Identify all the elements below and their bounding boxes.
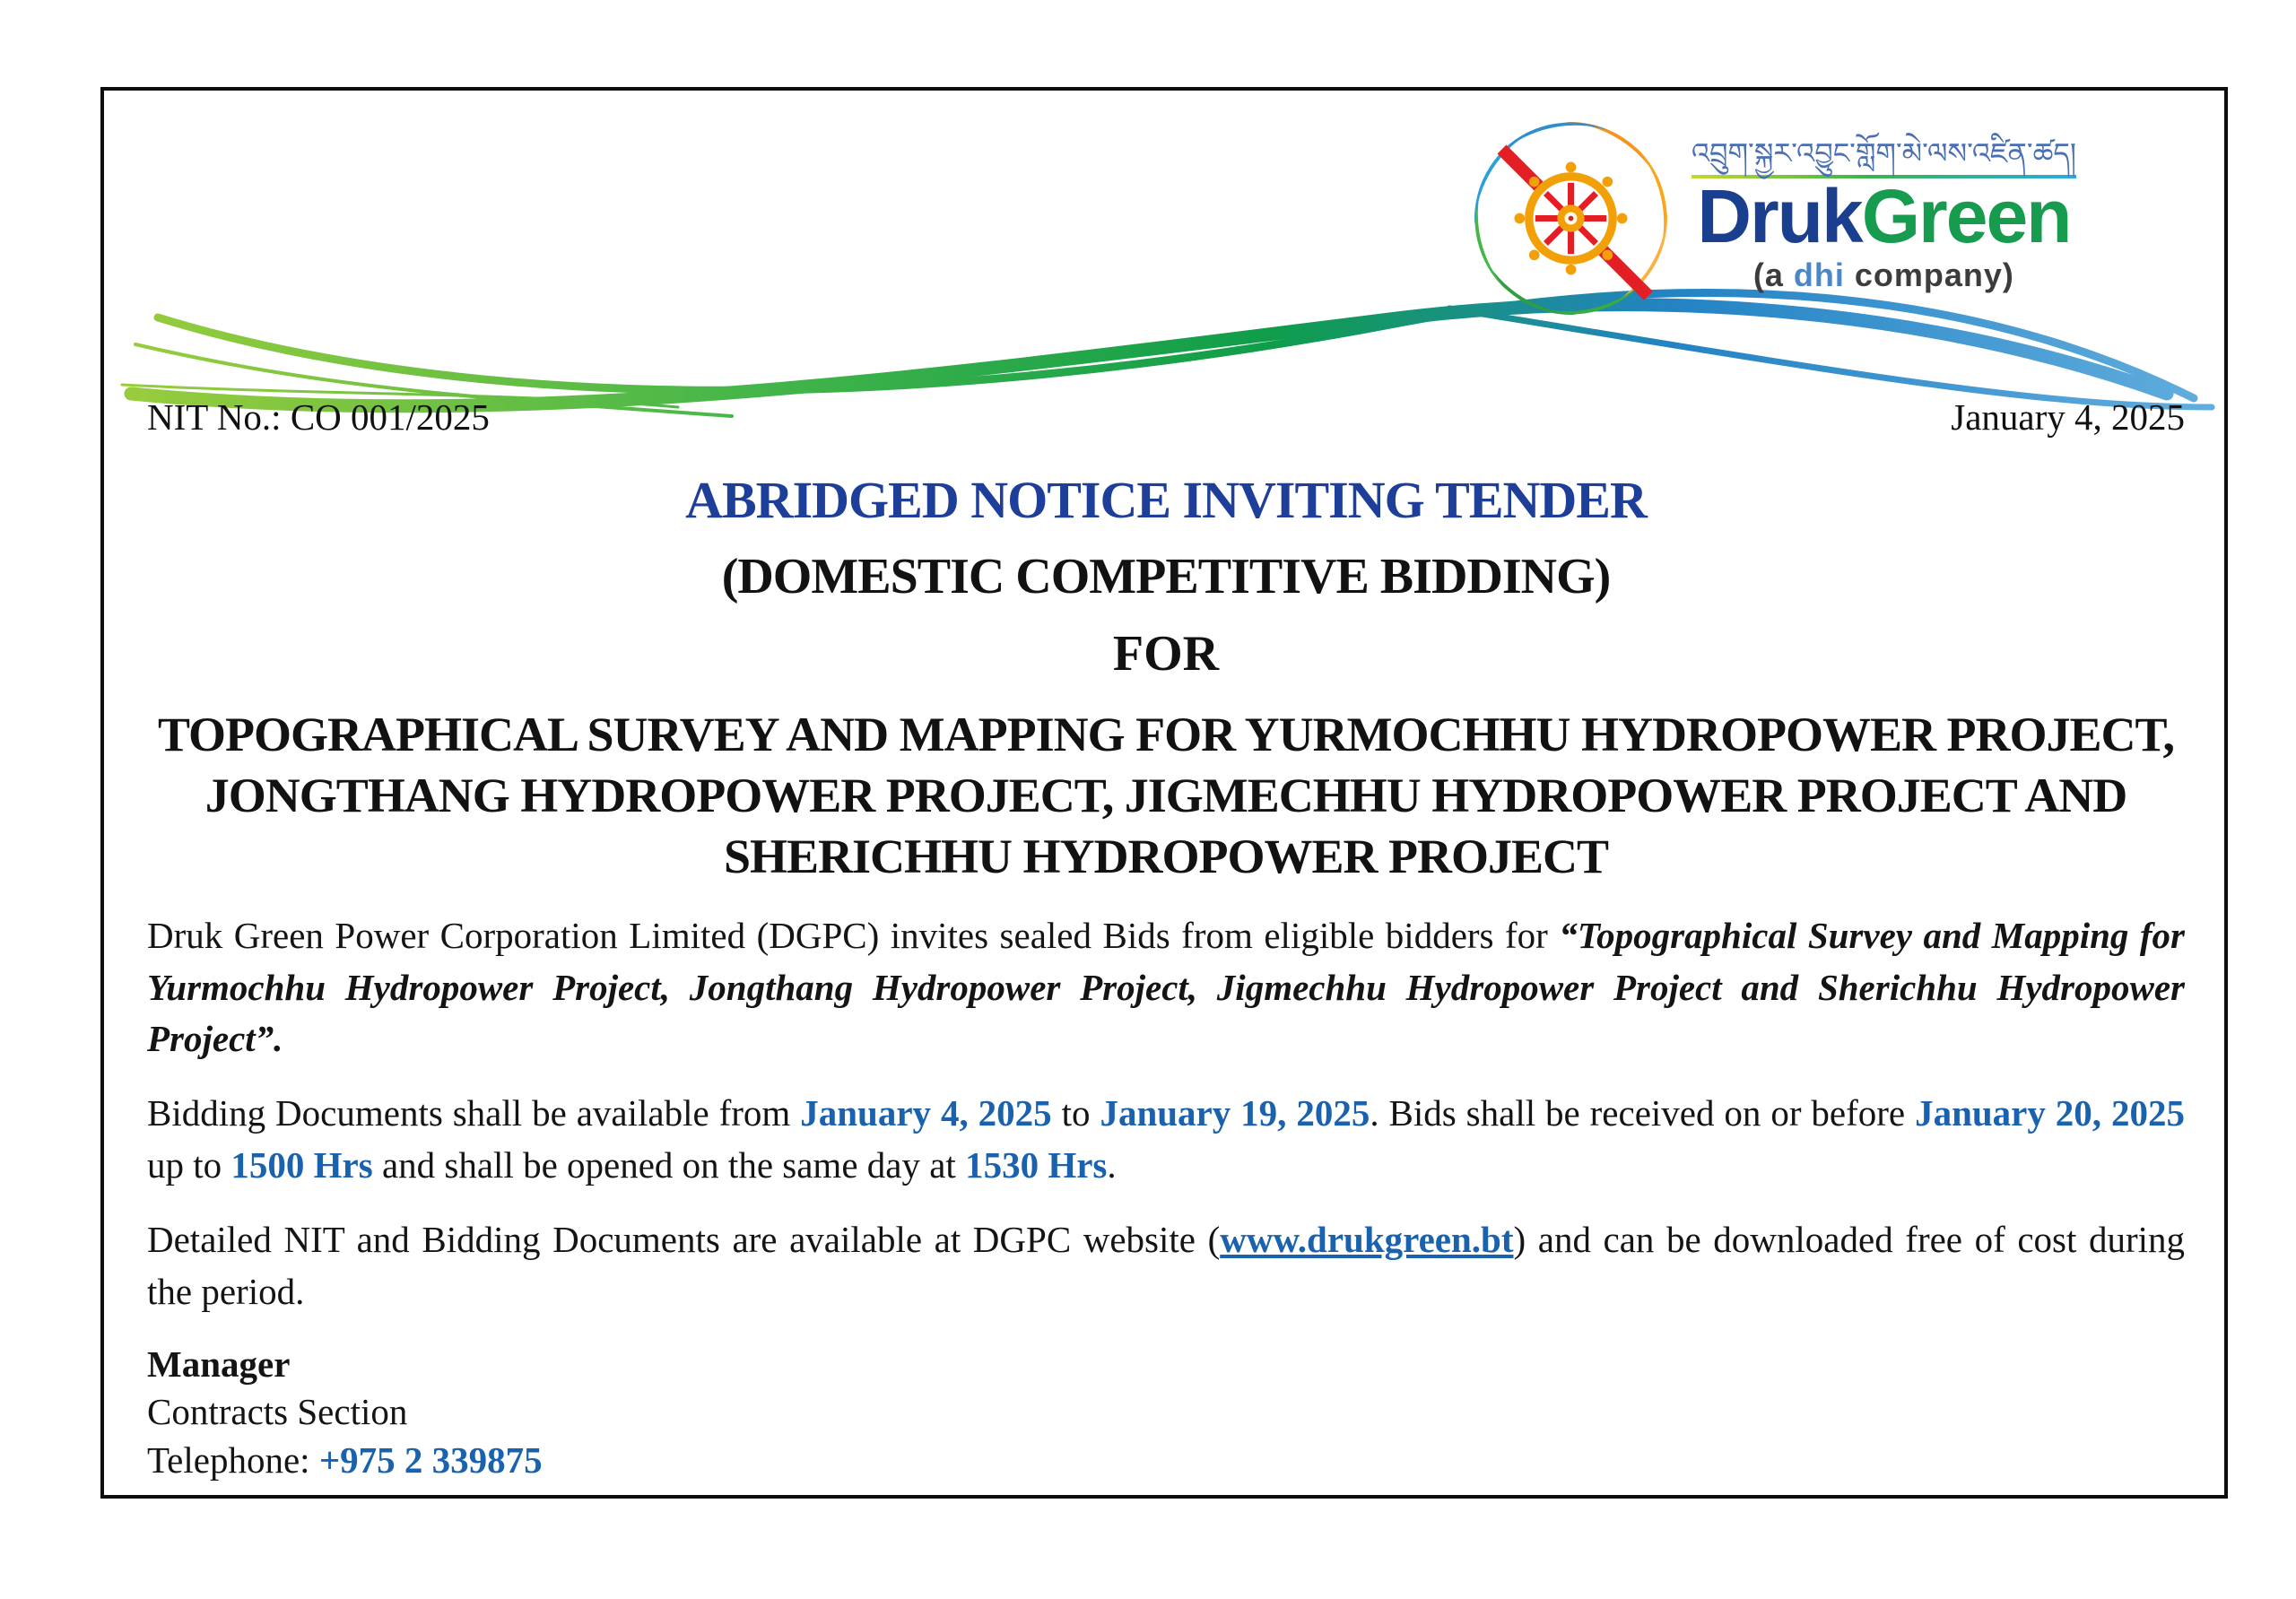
bid-available-from-date: January 4, 2025 (800, 1092, 1052, 1134)
website-link[interactable]: www.drukgreen.bt (1220, 1219, 1514, 1261)
nit-date-row (147, 395, 2185, 439)
brand-wordmark (1697, 173, 2071, 258)
notice-title: ABRIDGED NOTICE INVITING TENDER (685, 471, 1647, 530)
for-label: FOR (1112, 626, 1220, 682)
telephone-line (147, 1437, 2185, 1484)
schedule-text-1: Bidding Documents shall be available from (147, 1092, 801, 1134)
notice-content (147, 395, 2185, 1484)
drukgreen-logo (1461, 101, 2076, 333)
logo-text-block (1692, 101, 2076, 294)
signature-section: Contracts Section (147, 1391, 408, 1433)
bid-available-to-date: January 19, 2025 (1100, 1092, 1370, 1134)
documents-paragraph (147, 1214, 2185, 1317)
dzongkha-title: འབྲུག་སྐྱར་འབྱུང་གློག་མེ་ལས་འཛིན་ཚད། (1691, 136, 2076, 170)
brand-tagline (1753, 256, 2014, 294)
bid-opening-time: 1530 Hrs (965, 1143, 1108, 1186)
brand-green: Green (1861, 173, 2071, 258)
schedule-text-3: . Bids shall be received on or before (1370, 1092, 1916, 1134)
bidding-schedule-paragraph (147, 1088, 2185, 1191)
schedule-text-2: to (1051, 1092, 1100, 1134)
drukgreen-pinwheel-icon (1461, 109, 1681, 333)
brand-druk: Druk (1697, 173, 1862, 258)
dhi-label: dhi (1793, 256, 1845, 294)
schedule-text-4: up to (147, 1143, 231, 1186)
bidding-type-subtitle: (DOMESTIC COMPETITIVE BIDDING) (721, 549, 1611, 605)
telephone-number: +975 2 339875 (318, 1438, 543, 1481)
intro-text: Druk Green Power Corporation Limited (DGPC) invites sealed Bids from eligible bidders for (147, 915, 1560, 957)
telephone-label: Telephone: (147, 1438, 319, 1481)
schedule-text-6: . (1107, 1143, 1117, 1186)
documents-text-2: ) and can be downloaded free of cost during the period. (147, 1219, 2185, 1312)
intro-paragraph (147, 910, 2185, 1065)
project-title: TOPOGRAPHICAL SURVEY AND MAPPING FOR YURMOCHHU HYDROPOWER PROJECT, JONGTHANG HYDROPOWER PROJECT, JIGMECHHU HYDROPOWER PROJECT AND SHERICHHU HYDROPOWER PROJECT (157, 708, 2175, 884)
signature-block (147, 1341, 2185, 1484)
tagline-open: (a (1752, 256, 1794, 294)
issue-date: January 4, 2025 (1951, 396, 2185, 438)
project-name-emphasis: “Topographical Survey and Mapping for Yurmochhu Hydropower Project, Jongthang Hydropower Project, Jigmechhu Hydropower Project and Sherichhu Hydropower Project”. (147, 915, 2186, 1060)
notice-sheet (100, 87, 2228, 1499)
bid-receive-time: 1500 Hrs (230, 1143, 373, 1186)
nit-number: NIT No.: CO 001/2025 (147, 396, 490, 438)
schedule-text-5: and shall be opened on the same day at (372, 1143, 966, 1186)
bid-receive-deadline-date: January 20, 2025 (1915, 1092, 2185, 1134)
documents-text-1: Detailed NIT and Bidding Documents are available at DGPC website ( (147, 1219, 1221, 1261)
tagline-close: company) (1844, 256, 2014, 294)
signature-role: Manager (147, 1343, 291, 1386)
